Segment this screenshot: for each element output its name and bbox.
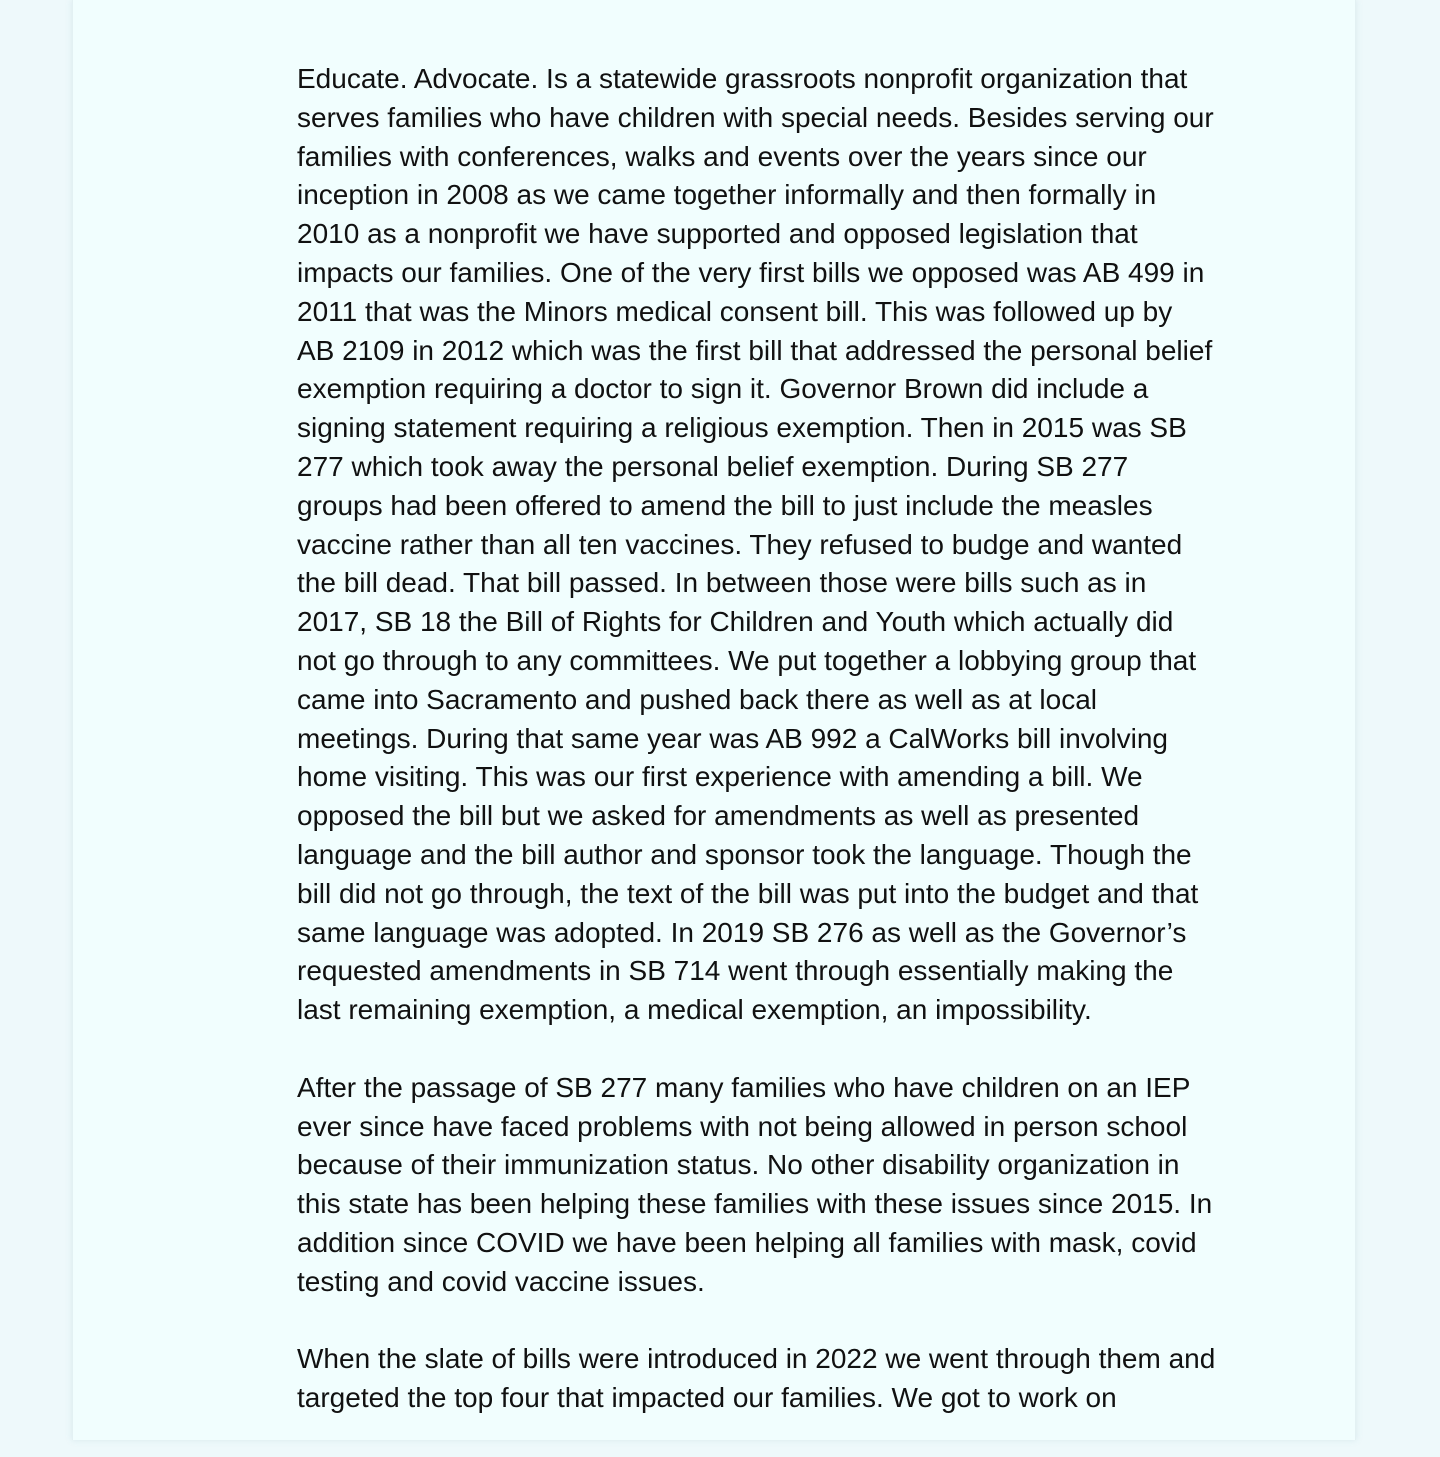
text-line: because of their immunization status. No other disability organization in bbox=[297, 1149, 1180, 1181]
text-line: requested amendments in SB 714 went through essentially making the bbox=[297, 955, 1174, 987]
text-line: the bill dead. That bill passed. In between those were bills such as in bbox=[297, 567, 1147, 599]
text-line: ever since have faced problems with not being allowed in person school bbox=[297, 1110, 1188, 1142]
text-line: inception in 2008 as we came together informally and then formally in bbox=[297, 179, 1157, 211]
text-line: impacts our families. One of the very first bills we opposed was AB 499 in bbox=[297, 256, 1205, 288]
text-line: groups had been offered to amend the bill to just include the measles bbox=[297, 489, 1153, 521]
text-line: home visiting. This was our first experience with amending a bill. We bbox=[297, 761, 1143, 793]
text-line: came into Sacramento and pushed back there as well as at local bbox=[297, 683, 1098, 715]
text-line: meetings. During that same year was AB 992 a CalWorks bill involving bbox=[297, 722, 1168, 754]
paragraph-2 bbox=[297, 1069, 1287, 1302]
text-line: addition since COVID we have been helping all families with mask, covid bbox=[297, 1226, 1197, 1258]
text-line: opposed the bill but we asked for amendments as well as presented bbox=[297, 800, 1140, 832]
text-line: 277 which took away the personal belief exemption. During SB 277 bbox=[297, 450, 1129, 482]
text-line: vaccine rather than all ten vaccines. They refused to budge and wanted bbox=[297, 528, 1183, 560]
text-line: not go through to any committees. We put together a lobbying group that bbox=[297, 644, 1197, 676]
text-line: serves families who have children with special needs. Besides serving our bbox=[297, 101, 1214, 133]
paragraph-3 bbox=[297, 1340, 1287, 1418]
text-line: targeted the top four that impacted our families. We got to work on bbox=[297, 1382, 1117, 1414]
text-line: this state has been helping these families with these issues since 2015. In bbox=[297, 1188, 1213, 1220]
text-line: families with conferences, walks and events over the years since our bbox=[297, 140, 1147, 172]
document-page bbox=[72, 0, 1356, 1440]
text-line: signing statement requiring a religious exemption. Then in 2015 was SB bbox=[297, 412, 1187, 444]
text-line: last remaining exemption, a medical exemption, an impossibility. bbox=[297, 994, 1092, 1026]
text-line: testing and covid vaccine issues. bbox=[297, 1265, 705, 1297]
text-line: exemption requiring a doctor to sign it. Governor Brown did include a bbox=[297, 373, 1149, 405]
text-line: same language was adopted. In 2019 SB 276 as well as the Governor’s bbox=[297, 916, 1187, 948]
text-line: 2011 that was the Minors medical consent bill. This was followed up by bbox=[297, 295, 1173, 327]
text-line: After the passage of SB 277 many families who have children on an IEP bbox=[297, 1071, 1191, 1103]
text-line: AB 2109 in 2012 which was the first bill that addressed the personal belief bbox=[297, 334, 1213, 366]
text-line: language and the bill author and sponsor took the language. Though the bbox=[297, 838, 1192, 870]
text-line: bill did not go through, the text of the bill was put into the budget and that bbox=[297, 877, 1199, 909]
document-body bbox=[297, 60, 1287, 1457]
text-line: Educate. Advocate. Is a statewide grassroots nonprofit organization that bbox=[297, 63, 1188, 94]
text-line: When the slate of bills were introduced in 2022 we went through them and bbox=[297, 1343, 1216, 1375]
text-line: 2017, SB 18 the Bill of Rights for Children and Youth which actually did bbox=[297, 606, 1174, 638]
paragraph-1 bbox=[297, 60, 1287, 1030]
text-line: 2010 as a nonprofit we have supported and opposed legislation that bbox=[297, 218, 1138, 250]
